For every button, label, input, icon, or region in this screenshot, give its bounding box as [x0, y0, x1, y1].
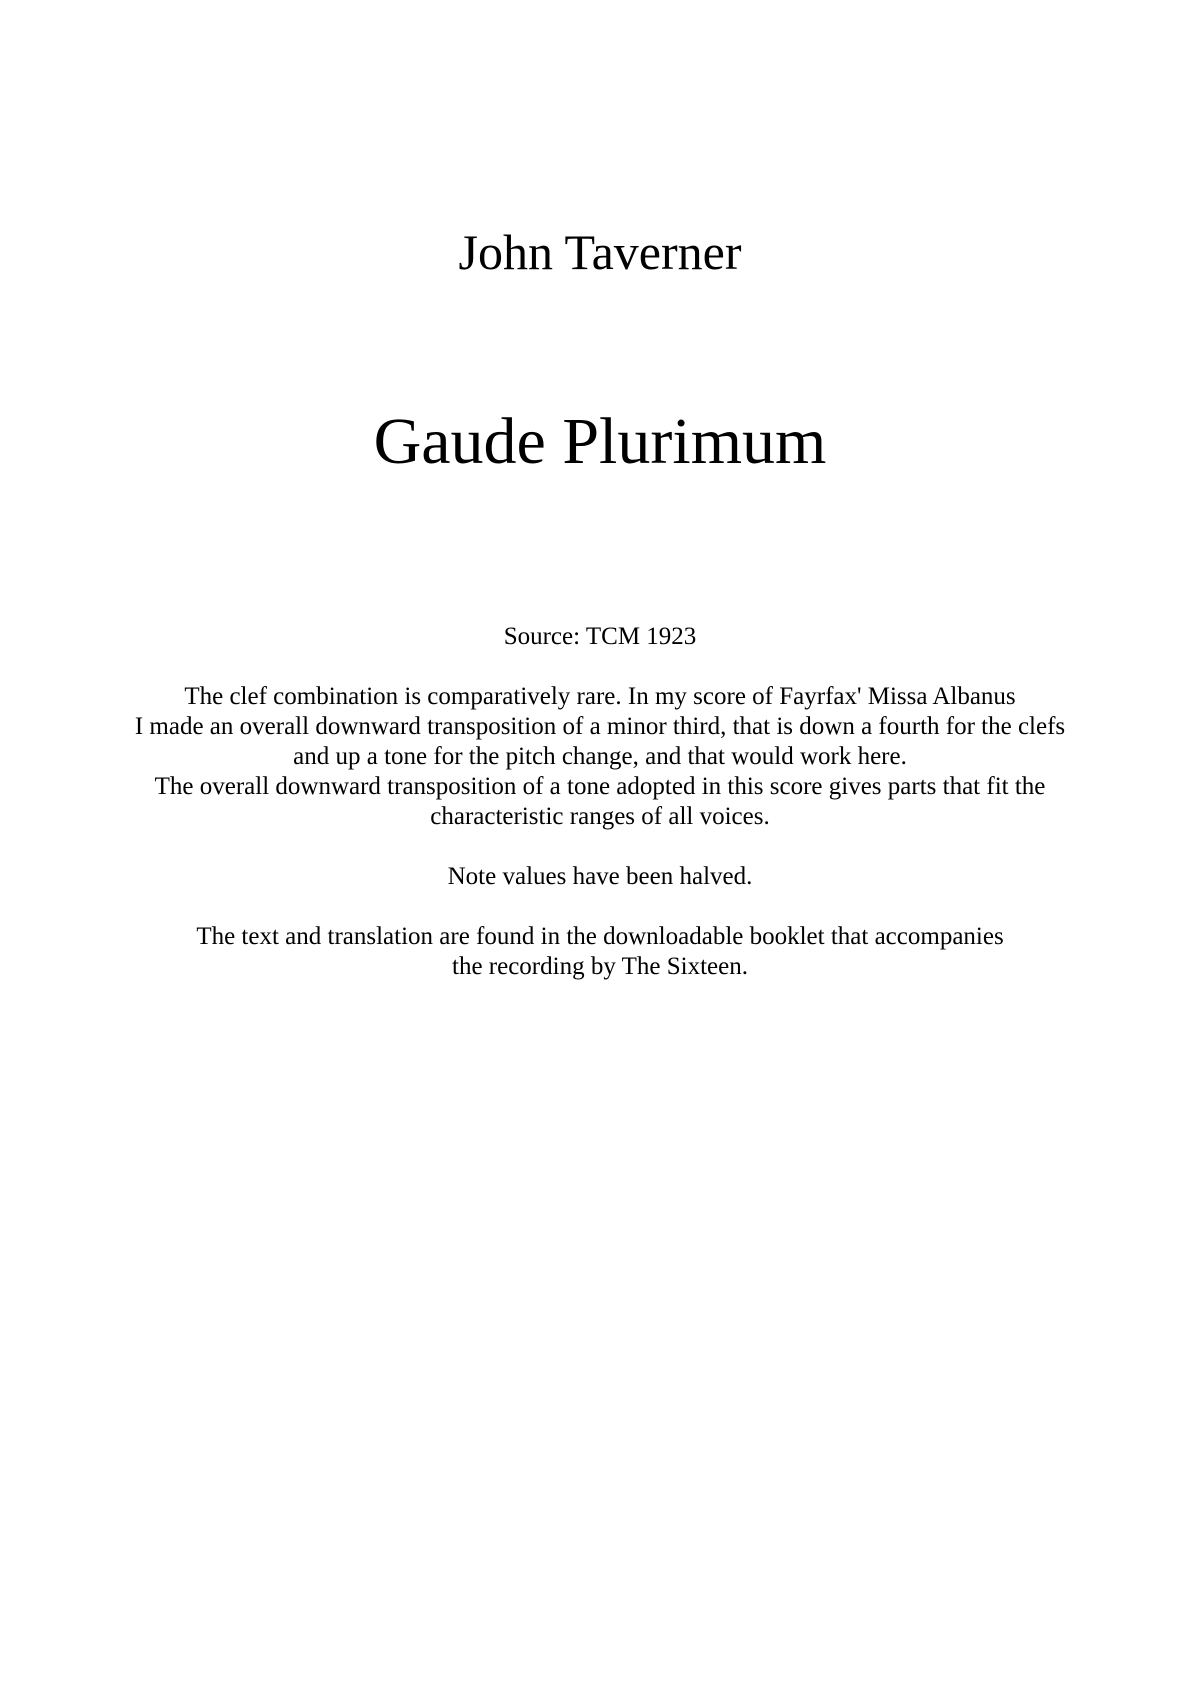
edition-notes	[0, 622, 1200, 1012]
clef-note-line: I made an overall downward transposition of a minor third, that is down a fourth for the clefs	[134, 713, 1066, 740]
clef-note-line: and up a tone for the pitch change, and that would work here.	[293, 743, 907, 770]
composer-name: John Taverner	[458, 224, 742, 280]
text-note-line: the recording by The Sixteen.	[452, 953, 748, 980]
clef-note-line: The overall downward transposition of a tone adopted in this score gives parts that fit the	[154, 773, 1046, 800]
work-title: Gaude Plurimum	[373, 405, 827, 478]
source-line: Source: TCM 1923	[503, 623, 697, 650]
clef-note-line: characteristic ranges of all voices.	[430, 803, 770, 830]
text-note-paragraph	[0, 922, 1200, 982]
text-note-line: The text and translation are found in the downloadable booklet that accompanies	[196, 923, 1004, 950]
note-values-line: Note values have been halved.	[447, 863, 753, 890]
clef-note-line: The clef combination is comparatively rare. In my score of Fayrfax' Missa Albanus	[184, 683, 1016, 710]
clef-note-paragraph	[0, 682, 1200, 832]
